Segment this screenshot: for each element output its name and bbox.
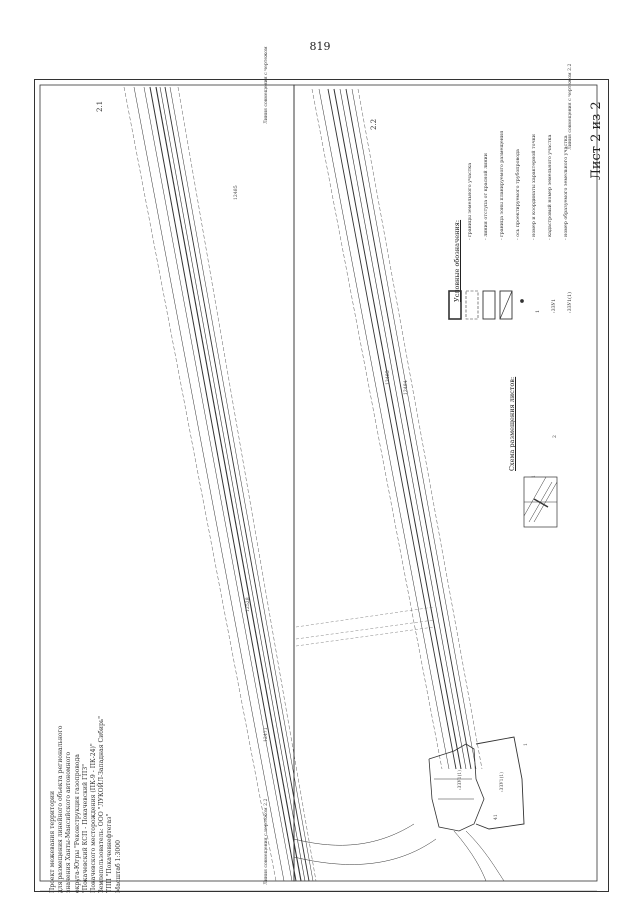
title-line: Покачевского месторождения (ПК-9 - ПК-24)" [89, 743, 97, 893]
page-number: 819 [309, 40, 331, 53]
title-line: Масштаб 1:3000 [114, 840, 122, 893]
part-label-2-1: 2.1 [96, 100, 104, 112]
title-line: для размещения линейного объекта регионального [57, 725, 65, 893]
legend-item: - границы земельного участка [468, 162, 473, 240]
title-line: Проект межевания территории [49, 790, 56, 893]
map-label: 12485 [386, 370, 391, 385]
match-line-top-left: Линия совмещения с чертежом [264, 46, 269, 124]
legend-item: - номер и координаты характерной точки [532, 134, 537, 240]
legend-item: - линия отступа от красной линии [484, 153, 489, 240]
title-line: округа-Югры "Реконструкция газопровода [73, 754, 81, 893]
map-label: 41 [494, 814, 499, 820]
part-label-2-2: 2.2 [370, 118, 378, 130]
map-label: 12528 [246, 597, 251, 612]
sheet-scheme [524, 477, 557, 527]
road-crossing [296, 607, 434, 646]
scheme-mark: 2 [553, 435, 558, 438]
sheet-label: Лист 2 из 2 [589, 101, 604, 180]
scheme-mark: 1 [532, 475, 537, 478]
map-label: :3ЗУ1(1) [500, 771, 505, 792]
title-line: ТПП "Покачевнефтегаз" [106, 813, 114, 893]
title-line: Землепользователь: ООО "ЛУКОЙЛ-Западная Сибирь" [98, 716, 106, 893]
match-line-bottom-left: Линия совмещения с чертежом 2.2 [264, 798, 269, 885]
map-label: :3ЗУ1(1) [458, 769, 463, 790]
title-line: "Покачевский КСП - Покачевский ГПЗ" [81, 764, 89, 893]
map-label: 1 [524, 743, 529, 746]
legend-symbol-label: :3ЗУ1 [552, 298, 557, 313]
legend-item: - ось проектируемого трубопровода [516, 149, 521, 240]
map-label: 12484 [404, 380, 409, 395]
corridor-2-1 [124, 87, 316, 881]
legend-item: - номер образуемого земельного участка [564, 135, 569, 240]
legend-symbol-label: :3ЗУ1(1) [568, 292, 573, 313]
legend-title: Условные обозначения: [453, 219, 461, 302]
legend-symbol-label: 1 [536, 309, 541, 313]
match-line-top-right: Линия совмещения с чертежом 2.2 [568, 63, 573, 150]
map-label: 12471 [264, 727, 269, 742]
corridor-2-2 [312, 89, 482, 769]
legend-item: - кадастровый номер земельного участка [548, 134, 553, 240]
plot-area [294, 737, 524, 881]
title-block [49, 716, 123, 893]
scheme-title: Схема размещения листов: [508, 376, 516, 471]
legend-item: - граница зоны планируемого размещения [500, 130, 505, 240]
map-label: 12485 [234, 185, 239, 200]
title-line: значения Ханты-Мансийского автономного [65, 751, 73, 893]
